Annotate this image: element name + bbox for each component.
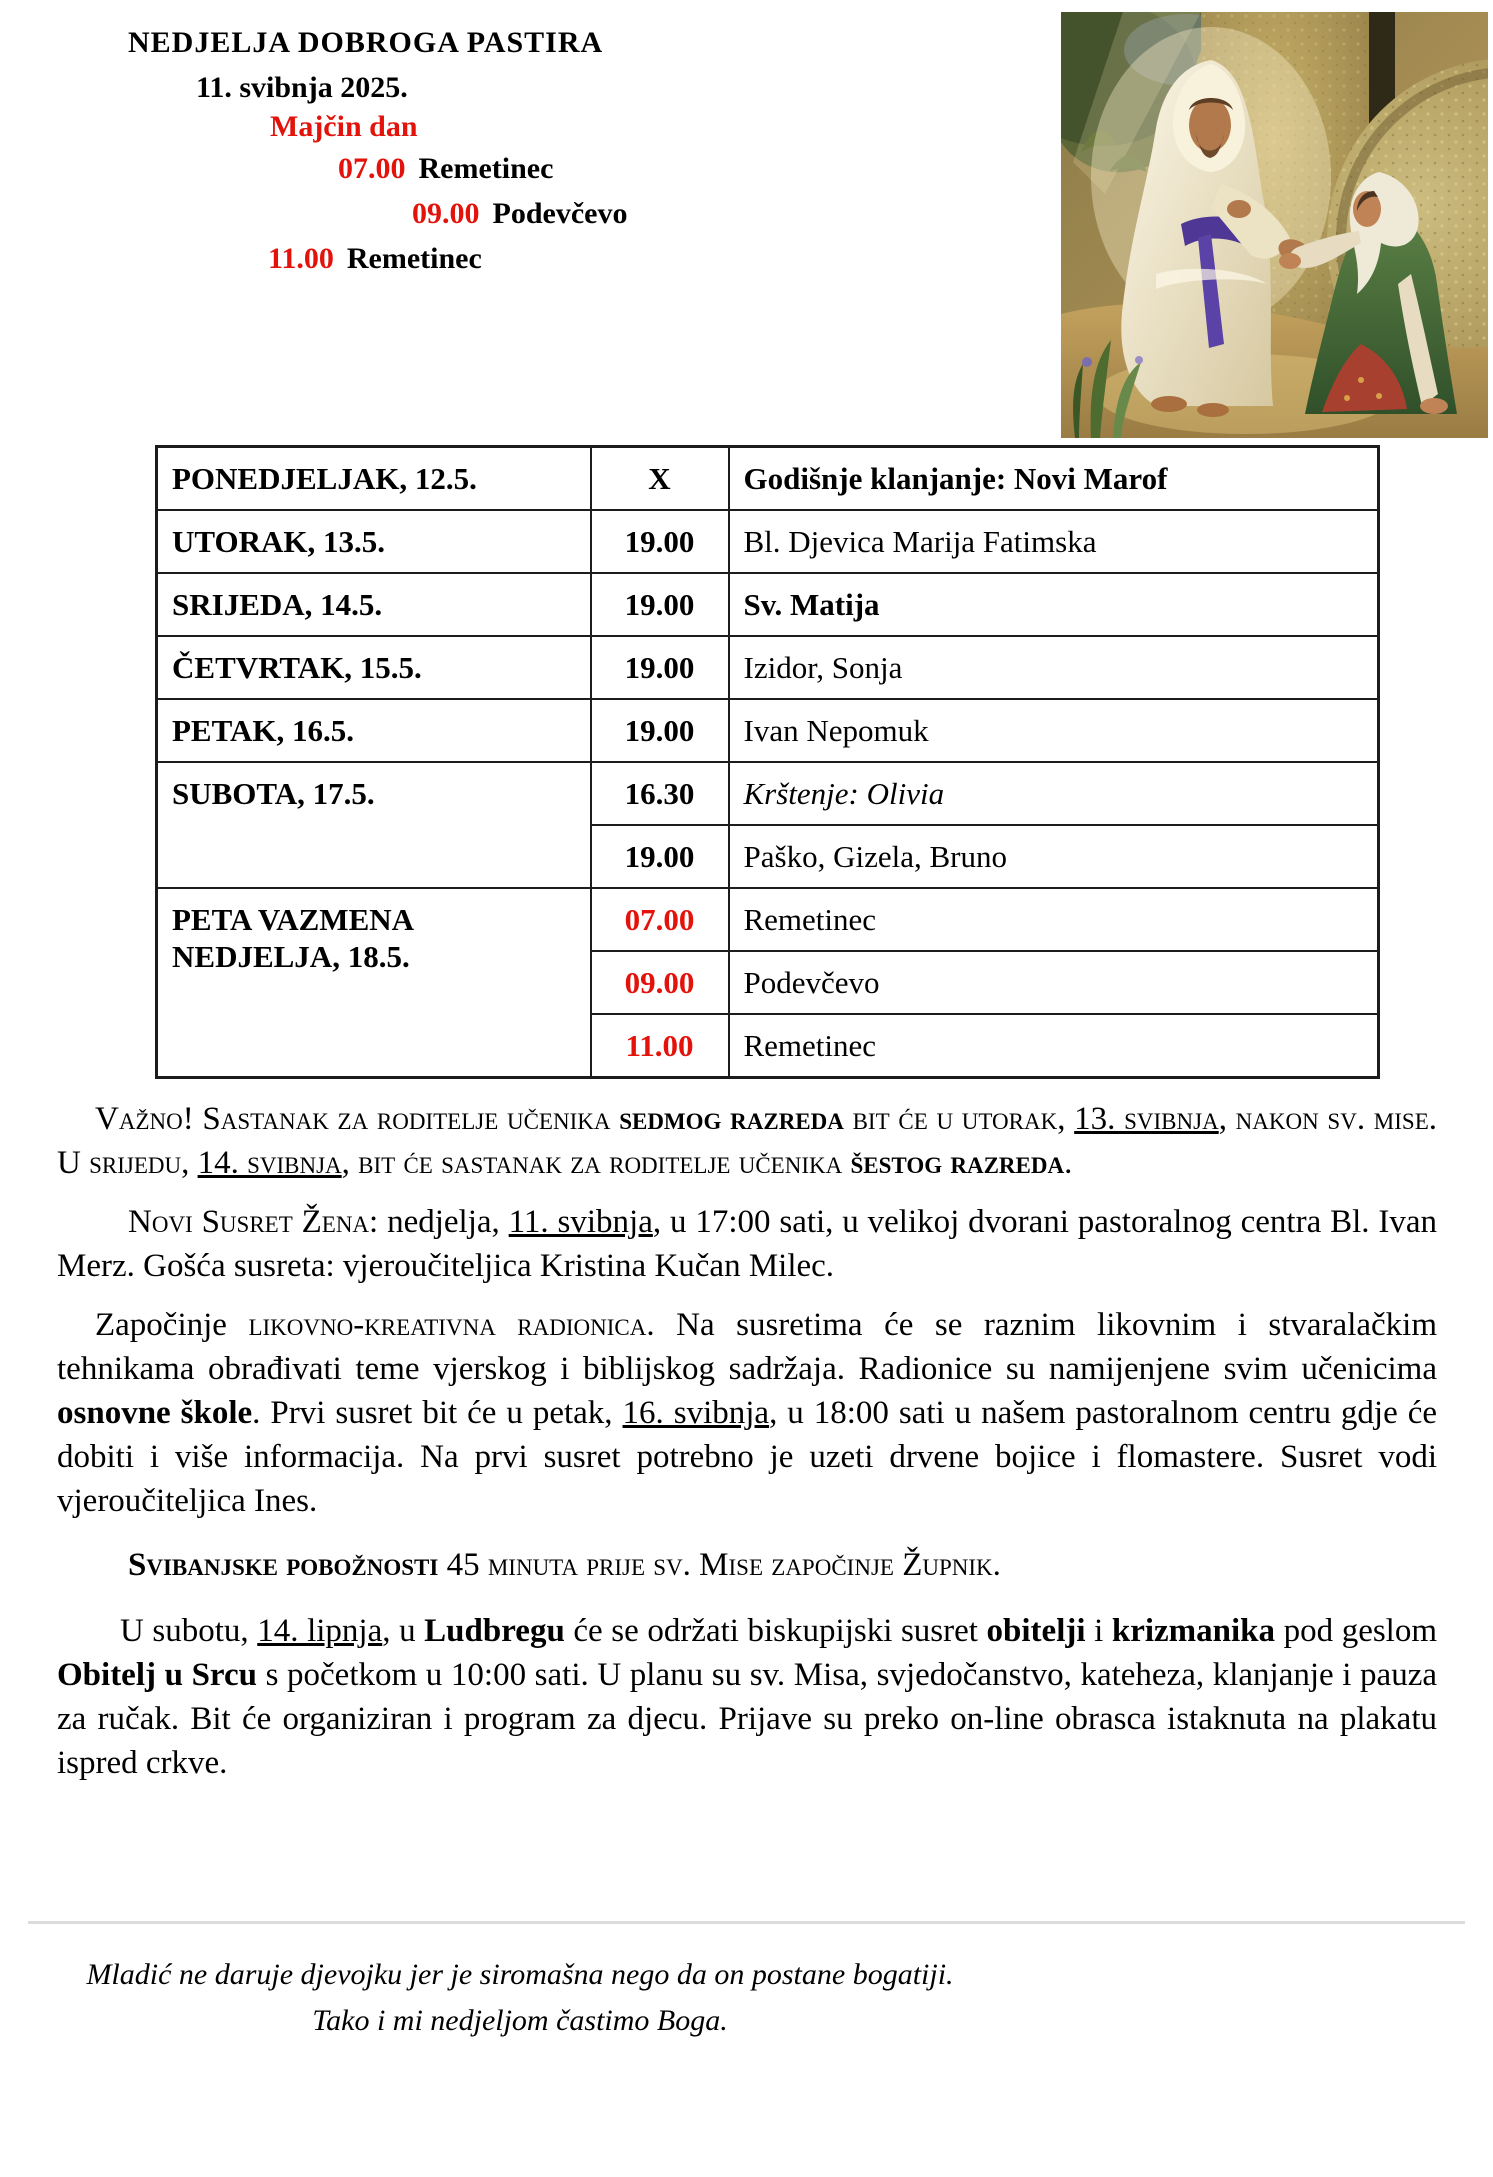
schedule-row	[157, 699, 1379, 762]
quote-line-1: Mladić ne daruje djevojku jer je siromašna nego da on postane bogatiji.	[86, 1958, 954, 1991]
mass-time: 09.00	[412, 197, 480, 230]
schedule-cell-desc: Bl. Djevica Marija Fatimska	[729, 510, 1379, 573]
text-segment: i	[1085, 1613, 1112, 1649]
mass-time: 07.00	[338, 152, 406, 185]
notice-paragraph-1	[57, 1097, 1437, 1185]
schedule-cell-time: 16.30	[591, 762, 729, 825]
page-date: 11. svibnja 2025.	[196, 71, 408, 104]
page-title: NEDJELJA DOBROGA PASTIRA	[128, 26, 604, 59]
text-segment: Svibanjske pobožnosti	[128, 1547, 439, 1583]
schedule-cell-day: SRIJEDA, 14.5.	[157, 573, 591, 636]
text-segment: sedmog razreda	[619, 1101, 844, 1137]
text-segment: obitelji	[986, 1613, 1086, 1649]
schedule-cell-day: PETAK, 16.5.	[157, 699, 591, 762]
schedule-cell-time: 19.00	[591, 825, 729, 888]
schedule-cell-time: 11.00	[591, 1014, 729, 1078]
text-segment: Ludbregu	[424, 1613, 565, 1649]
text-segment: pod geslom	[1275, 1613, 1438, 1649]
mass-schedule-table	[155, 445, 1380, 1079]
header-mass-line	[412, 197, 627, 231]
text-segment: , u	[382, 1613, 425, 1649]
schedule-row	[157, 762, 1379, 825]
schedule-cell-desc: Krštenje: Olivia	[729, 762, 1379, 825]
schedule-cell-day: ČETVRTAK, 15.5.	[157, 636, 591, 699]
text-segment: Započinje	[95, 1307, 249, 1343]
text-segment: Važno! Sastanak za roditelje učenika	[95, 1101, 620, 1137]
text-segment: Novi Susret Žena:	[128, 1204, 379, 1240]
schedule-cell-day: PONEDJELJAK, 12.5.	[157, 447, 591, 511]
quote-line-2: Tako i mi nedjeljom častimo Boga.	[312, 2004, 728, 2037]
mass-place: Podevčevo	[492, 197, 628, 230]
header-mass-line	[338, 152, 553, 186]
text-segment: .	[1064, 1145, 1073, 1181]
notices	[57, 1097, 1437, 1800]
mass-time: 11.00	[268, 242, 334, 275]
notice-paragraph-2	[57, 1200, 1437, 1288]
text-segment: 14. lipnja	[257, 1613, 383, 1649]
schedule-cell-day: UTORAK, 13.5.	[157, 510, 591, 573]
text-segment: , u 18:00 sati u našem pastoralnom centru gdje će dobiti i više informacija. Na prvi susret potrebno je uzeti drvene bojice i flomastere. Susret vodi vjeroučiteljica Ines.	[57, 1395, 1437, 1519]
schedule-cell-time: 09.00	[591, 951, 729, 1014]
text-segment: 45 minuta prije sv. Mise započinje Župnik.	[438, 1547, 1001, 1583]
text-segment: s početkom u 10:00 sati. U planu su sv. Misa, svjedočanstvo, kateheza, klanjanje i pauza za ručak. Bit će organiziran i program za djecu. Prijave su preko on-line obrasca istaknuta na plakatu ispred crkve.	[57, 1657, 1437, 1781]
schedule-cell-desc: Ivan Nepomuk	[729, 699, 1379, 762]
schedule-table-body	[157, 447, 1379, 1078]
text-segment: krizmanika	[1111, 1613, 1276, 1649]
schedule-cell-time: 19.00	[591, 573, 729, 636]
text-segment: , nakon sv. mise. U srijedu,	[57, 1101, 1437, 1181]
schedule-cell-desc: Podevčevo	[729, 951, 1379, 1014]
schedule-cell-desc: Remetinec	[729, 1014, 1379, 1078]
mothers-day-note: Majčin dan	[270, 110, 418, 143]
text-segment: Obitelj u Srcu	[57, 1657, 257, 1693]
text-segment: U subotu,	[120, 1613, 258, 1649]
text-segment: 16. svibnja	[622, 1395, 770, 1431]
text-segment: likovno-kreativna radionica	[248, 1307, 647, 1343]
section-divider	[28, 1921, 1465, 1924]
schedule-cell-desc: Sv. Matija	[729, 573, 1379, 636]
closing-quote	[0, 1952, 1040, 2044]
text-segment: . Prvi susret bit će u petak,	[252, 1395, 623, 1431]
mass-place: Remetinec	[418, 152, 554, 185]
schedule-row	[157, 573, 1379, 636]
text-segment: . Na susretima će se raznim likovnim i stvaralačkim tehnikama obrađivati teme vjerskog i biblijskog sadržaja. Radionice su namijenjene svim učenicima	[57, 1307, 1437, 1387]
schedule-cell-day: PETA VAZMENA NEDJELJA, 18.5.	[157, 888, 591, 1078]
text-segment: , bit će sastanak za roditelje učenika	[341, 1145, 851, 1181]
mass-place: Remetinec	[346, 242, 482, 275]
text-segment: nedjelja,	[378, 1204, 509, 1240]
schedule-row	[157, 888, 1379, 951]
schedule-cell-time: 19.00	[591, 699, 729, 762]
schedule-cell-time: 07.00	[591, 888, 729, 951]
schedule-cell-desc: Remetinec	[729, 888, 1379, 951]
schedule-row	[157, 447, 1379, 511]
text-segment: , u 17:00 sati, u velikoj dvorani pastoralnog centra Bl. Ivan Merz. Gošća susreta: vjeroučiteljica Kristina Kučan Milec.	[57, 1204, 1438, 1284]
schedule-cell-desc: Izidor, Sonja	[729, 636, 1379, 699]
text-segment: 14. svibnja	[197, 1145, 342, 1181]
schedule-cell-time: 19.00	[591, 510, 729, 573]
schedule-cell-time: X	[591, 447, 729, 511]
text-segment: 11. svibnja	[508, 1204, 653, 1240]
text-segment: osnovne škole	[57, 1395, 253, 1431]
schedule-cell-day: SUBOTA, 17.5.	[157, 762, 591, 888]
text-segment: 13. svibnja	[1074, 1101, 1219, 1137]
notice-paragraph-5	[57, 1609, 1437, 1785]
schedule-cell-desc: Godišnje klanjanje: Novi Marof	[729, 447, 1379, 511]
text-segment: bit će u utorak,	[843, 1101, 1075, 1137]
text-segment: šestog razreda	[850, 1145, 1065, 1181]
jesus-and-woman-at-tomb-painting	[1061, 12, 1488, 438]
notice-paragraph-3	[57, 1303, 1437, 1523]
schedule-cell-desc: Paško, Gizela, Bruno	[729, 825, 1379, 888]
schedule-row	[157, 510, 1379, 573]
text-segment: će se održati biskupijski susret	[564, 1613, 987, 1649]
schedule-row	[157, 636, 1379, 699]
notice-paragraph-4	[57, 1543, 1437, 1587]
header-mass-line	[268, 242, 482, 276]
schedule-cell-time: 19.00	[591, 636, 729, 699]
